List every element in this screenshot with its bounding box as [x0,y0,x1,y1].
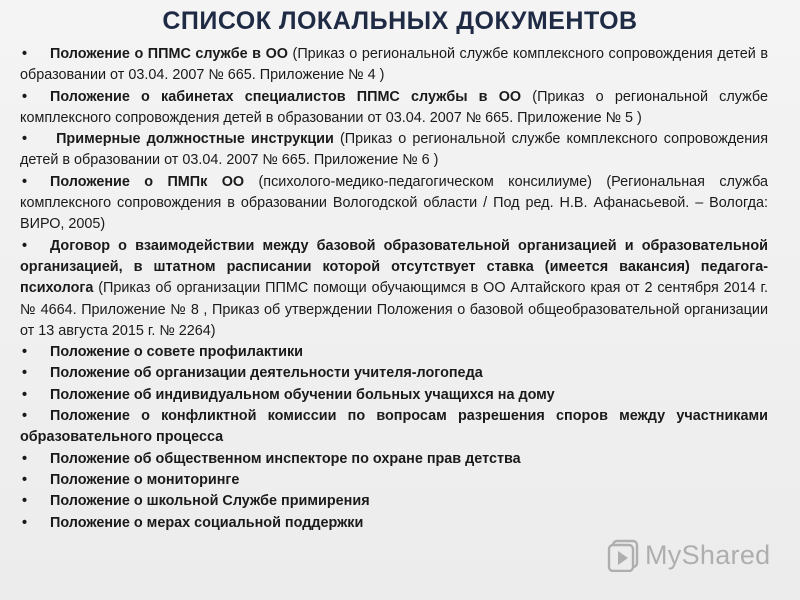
myshared-logo-icon [607,538,641,572]
list-item [20,87,768,130]
list-item [20,449,768,470]
bullet-icon: • [22,237,28,254]
list-item [20,342,768,363]
bullet-icon: • [22,173,28,190]
bullet-icon: • [22,131,28,148]
watermark-text: MyShared [645,539,771,570]
document-list [20,44,768,534]
bullet-icon: • [22,386,28,403]
item-title: Положение о мерах социальной поддержки [50,514,364,531]
bullet-icon: • [22,365,28,382]
slide-title: СПИСОК ЛОКАЛЬНЫХ ДОКУМЕНТОВ [162,7,638,35]
list-item [20,236,768,342]
bullet-icon: • [22,344,28,361]
item-title: Положение о совете профилактики [50,344,303,361]
item-detail: (психолого-медико-педагогическом консилиуме) (Региональная служба комплексного сопровождения в образовании Вологодской области / Под ред. Н.В. Афанасьевой. – Вологда: ВИРО, 2005) [20,173,769,233]
item-title: Примерные должностные инструкции [50,131,334,148]
item-title: Положение о кабинетах специалистов ППМС службы в ОО [50,88,522,105]
bullet-icon: • [22,450,28,467]
item-title: Положение о ППМС службе в ОО [50,46,288,62]
item-title: Положение о конфликтной комиссии по вопросам разрешения споров между участниками образовательного процесса [20,408,768,446]
myshared-watermark [607,535,770,575]
list-item [20,491,768,512]
bullet-icon: • [22,408,28,425]
item-title: Положение об индивидуальном обучении больных учащихся на дому [50,386,555,403]
list-item [20,385,768,406]
item-title: Положение о школьной Службе примирения [50,493,370,510]
item-title: Договор о взаимодействии между базовой образовательной организацией и образовательной организацией, в штатном расписании которой отсутствует ставка (имеется вакансия) педагога-психолога [20,237,768,297]
item-title: Положение об общественном инспекторе по охране прав детства [50,450,521,467]
item-title: Положение об организации деятельности учителя-логопеда [50,365,483,382]
bullet-icon: • [22,471,28,488]
list-item [20,129,768,172]
list-item [20,363,768,384]
item-title: Положение о мониторинге [50,471,240,488]
list-item [20,406,768,449]
item-detail: (Приказ о региональной службе комплексного сопровождения детей в образовании от 03.04. 2007 № 665. Приложение № 4 ) [20,46,768,84]
item-detail: (Приказ об организации ППМС помощи обучающимся в ОО Алтайского края от 2 сентября 2014 г. № 4664. Приложение № 8 , Приказ об утверждении Положения о базовой общеобразовательной организации от 13 августа 2015 г. № 2264) [20,280,768,339]
bullet-icon: • [22,493,28,510]
list-item [20,44,768,87]
bullet-icon: • [22,88,28,105]
item-detail: (Приказ о региональной службе комплексного сопровождения детей в образовании от 03.04. 2007 № 665. Приложение № 6 ) [20,131,768,169]
item-title: Положение о ПМПк ОО [50,173,245,190]
list-item [20,172,768,236]
bullet-icon: • [22,514,28,531]
item-detail: (Приказ о региональной службе комплексного сопровождения детей в образовании от 03.04. 2007 № 665. Приложение № 5 ) [20,88,768,126]
list-item [20,470,768,491]
list-item [20,513,768,534]
bullet-icon: • [22,46,28,62]
